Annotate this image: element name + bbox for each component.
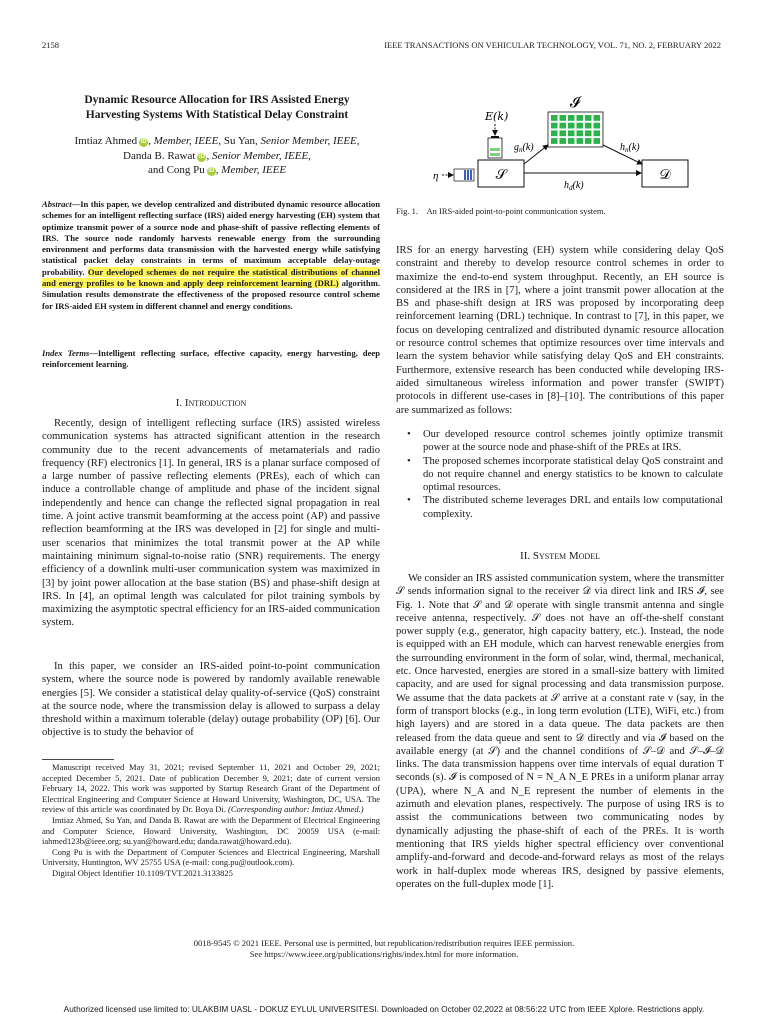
abstract-text-end: algorithm. Simulation results demonstrate the effectiveness of the proposed resource control scheme for IRS-aided EH system in different channel and energy conditions. [42,278,381,311]
author-line [42,149,392,164]
intro-paragraph-2: In this paper, we consider an IRS-aided point-to-point communication system, where the source node is powered by randomly available renewable energies [5]. We consider a statistical delay quality-of-service (QoS) constraint at the source node, where the transmission delay is allowed to surpass a delay threshold within a maximum tolerable (delay) outage probability (OP) [6]. Our objective is to study the behavior of [42,661,380,739]
irs-element [560,115,567,121]
list-item-text: The distributed scheme leverages DRL and entails low computational complexity. [423,495,723,520]
abstract-highlight: Our developed schemes do not require the statistical distributions of channel and energy profiles to be known and apply deep reinforcement learning (DRL) [42,266,380,289]
author-role: , Member, IEEE, [148,135,222,147]
abstract-dash: — [71,199,81,209]
bullet-icon: • [407,429,411,440]
irs-element [551,123,558,129]
author-name: and Cong Pu [147,164,205,176]
index-terms [42,348,380,371]
destination-node-label: 𝒟 [659,168,671,183]
section-numeral: II. [520,550,533,562]
copyright-line-url: See https://www.ieee.org/publications/rights/index.html for more information. [249,949,519,959]
data-queue-icon [454,169,474,181]
abstract-text: In this paper, we develop centralized and distributed dynamic resource allocation schemes for an intelligent reflecting surface (IRS) aided energy harvesting (EH) system that optimize transmit power of a source node and phase-shift of passive reflecting elements of IRS. The source node randomly harvests renewable energy from the surrounding environment and performs data transmission with the harvested energy while satisfying statistical packet delay constraints in terms of maximum acceptable delay-outage probability. [42,199,380,277]
footnote-manuscript [42,762,380,815]
irs-panel [548,112,603,147]
paper-title [42,93,392,123]
figure-caption [396,206,606,216]
orcid-icon[interactable]: iD [198,153,205,160]
system-model-paragraph: We consider an IRS assisted communication system, where the transmitter 𝒮 sends information signal to the receiver 𝒟 via direct link and IRS 𝓘, see Fig. 1. Note that 𝒮 and 𝒟 operate with single transmit antenna and single receive antenna, respectively. 𝒮 does not have an off-the-shelf constant power supply (e.g., generator, high capacity battery, etc.). Instead, the node is equipped with an EH module, which can harvest renewable energies from the surrounding environment in the form of solar, wind, thermal, mechanical, etc. Once harvested, energies are stored in a small-size battery with limited capacity, and are used for signal processing and data transmission purpose. We assume that the data packets at 𝒮 arrive at a constant rate ν (say, in the form of transport blocks (e.g., in long term evolution (LTE), WiFi, etc.) from high layers) and are stored in a data queue. The data packets are then released from the data queue and sent to 𝒟 directly and via 𝓘 based on the available energy (at 𝒮) and the channel conditions of 𝒮–𝒟 and 𝒮–𝓘–𝒟 links. The data transmission happens over time intervals of equal duration T seconds (s). 𝓘 is composed of N = N_A N_E PREs in a uniform planar array (UPA), where N_A and N_E represent the number of elements in the azimuth and elevation planes, respectively. The purpose of using IRS is to assist the communications between two communicating nodes by dynamically adjusting the phase-shift of each of the PREs. It is worth mentioning that IRS yields higher spectral efficiency over conventional amplify-and-forward and decode-and-forward relays as most of the relays work in half-duplex mode whereas IRS, designed by passive elements, operates on the full-duplex mode [1]. [396,573,724,890]
index-terms-dash: — [89,348,98,358]
hn-label: $h_n(k)$ [620,142,640,154]
list-item [405,428,723,455]
index-terms-label: Index Terms [42,348,90,358]
footnote [42,762,380,879]
source-node-label: 𝒮 [495,168,507,183]
author-line [42,163,392,178]
list-item [405,455,723,495]
figure-1-diagram [420,90,730,200]
irs-element [594,123,601,129]
irs-element [594,115,601,121]
author-name: Danda B. Rawat [123,149,196,162]
irs-element [585,138,592,144]
irs-element [568,138,575,144]
irs-element [551,138,558,144]
author-role: , Senior Member, IEEE, [206,149,311,162]
irs-element [585,115,592,121]
author-list [42,134,392,178]
list-item-text: Our developed resource control schemes jointly optimize transmit power at the source node and phase-shift of the PREs at IRS. [423,429,723,454]
irs-element [577,123,584,129]
download-notice: Authorized licensed use limited to: ULAKBIM UASL - DOKUZ EYLUL UNIVERSITESI. Downloaded on October 02,2022 at 08:56:22 UTC from IEEE Xplore. Restrictions apply. [63,1004,705,1014]
running-header: IEEE TRANSACTIONS ON VEHICULAR TECHNOLOGY, VOL. 71, NO. 2, FEBRUARY 2022 [384,40,721,50]
contribution-list [405,428,723,521]
figure-caption-text: An IRS-aided point-to-point communication system. [426,206,606,216]
irs-element [594,130,601,136]
title-line: Harvesting Systems With Statistical Delay Constraint [85,109,349,121]
energy-label: E(k) [485,110,509,123]
page-number: 2158 [42,40,59,50]
irs-element [568,115,575,121]
irs-element [594,138,601,144]
figure-number: Fig. 1. [396,206,418,216]
irs-element [560,123,567,129]
author-role: Senior Member, IEEE, [260,135,360,147]
irs-element [585,123,592,129]
footnote-doi: Digital Object Identifier 10.1109/TVT.2021.3133825 [52,867,233,878]
section-numeral: I. [175,397,185,409]
author-name: Su Yan, [221,135,261,147]
irs-element [577,115,584,121]
irs-element [568,130,575,136]
author-name: Imtiaz Ahmed [74,135,138,147]
list-item [405,494,723,521]
title-line: Dynamic Resource Allocation for IRS Assisted Energy [84,94,350,106]
irs-element [560,130,567,136]
abstract-label: Abstract [42,199,72,209]
irs-label: 𝓘 [569,95,581,111]
irs-element [577,130,584,136]
section-heading-system-model [396,550,724,562]
section-title: Introduction [184,397,247,409]
abstract [42,199,380,312]
orcid-icon[interactable]: iD [208,168,215,174]
battery-icon [488,136,502,158]
footnote-corresponding: (Corresponding author: Imtiaz Ahmed.) [228,804,364,815]
orcid-icon[interactable]: iD [140,139,147,145]
irs-element [551,130,558,136]
author-line [42,134,392,149]
footnote-affiliation-2: Cong Pu is with the Department of Computer Sciences and Electrical Engineering, Marshall University, Huntington, WV 25755 USA (e-mail: cong.pu@outlook.com). [42,846,380,868]
copyright-line: 0018-9545 © 2021 IEEE. Personal use is permitted, but republication/redistribution requires IEEE permission. [193,938,575,948]
footnote-affiliation-1: Imtiaz Ahmed, Su Yan, and Danda B. Rawat are with the Department of Electrical Engineering and Computer Science, Howard University, Washington, DC 20059 USA (e-mail: iahmed123b@ieee.org; su.yan@howard.edu; danda.rawat@howard.edu). [42,814,380,847]
section-heading-introduction [42,397,380,409]
right-paragraph-1: IRS for an energy harvesting (EH) system while considering delay QoS constraint and thereby to develop resource control schemes in order to maximize the end-to-end system throughput. Recently, an EH source is considered at the IRS in [7], where a joint transmit power allocation at the BS and phase-shift design at IRS was proposed by incorporating deep reinforcement learning (DRL) technique. In contrast to [7], in this paper, we focus on developing centralized and distributed dynamic resource allocation or resource control schemes that optimize resources over time intervals and learn the system behavior while satisfying delay QoS and EH constraints. Furthermore, extensive research has been conducted while developing IRS-aided simultaneous wireless information and power transfer (SWIPT) protocols in different use-cases in [8]–[10]. The contributions of this paper are summarized as follows: [396,245,724,416]
arrival-rate-label: η [433,170,439,182]
section-title: System Model [532,550,600,562]
copyright-notice [0,938,768,960]
irs-element [560,138,567,144]
irs-element [568,123,575,129]
index-terms-text: Intelligent reflecting surface, effective capacity, energy harvesting, deep reinforcement learning. [42,348,380,370]
intro-paragraph-1: Recently, design of intelligent reflecting surface (IRS) assisted wireless communication systems has attracted significant attention in the research community due to the recent advancements of metamaterials and radio frequency (RF) electronics [1]. In general, IRS is a planar surface composed of a large number of passive reflecting elements (PREs), each of which can induce a controllable change of amplitude and phase of the incident signal independently and hence can change the reflected signal propagation in real time. A joint active transmit beamforming at the access point (AP) and passive reflection beamforming at the IRS was developed in [2] for single and multi-user scenarios that minimizes the total transmit power at the AP while maintaining minimum signal-to-noise ratio (SNR) requirements. The energy efficiency of a downlink multi-user communication system was maximized in [3] by joint power allocation at the base station (BS) and phase-shift design at IRS. In [4], an optimal length was calculated for pilot training symbols by maximizing the asymptotic spectral efficiency for an IRS-aided communication system. [42,418,380,629]
irs-element [551,115,558,121]
irs-element [585,130,592,136]
footnote-rule [42,759,114,760]
bullet-icon: • [407,455,411,467]
footnote-text: Manuscript received May 31, 2021; revised September 11, 2021 and October 29, 2021; accepted December 5, 2021. Date of publication December 9, 2021; date of current version February 14, 2022. This work was supported by Startup Research Grant of the Department of Electrical Engineering and Computer Science at Howard University, Washington, DC, USA. The review of this article was coordinated by Dr. Boya Di. [42,762,380,815]
author-role: , Member, IEEE [215,164,287,176]
list-item-text: The proposed schemes incorporate statistical delay QoS constraint and do not require channel and energy statistics to be known to calculate optimal resources. [423,455,723,494]
hd-label: $h_d(k)$ [564,180,584,192]
irs-element [577,138,584,144]
bullet-icon: • [407,495,411,507]
gn-label: $g_n(k)$ [514,142,534,154]
